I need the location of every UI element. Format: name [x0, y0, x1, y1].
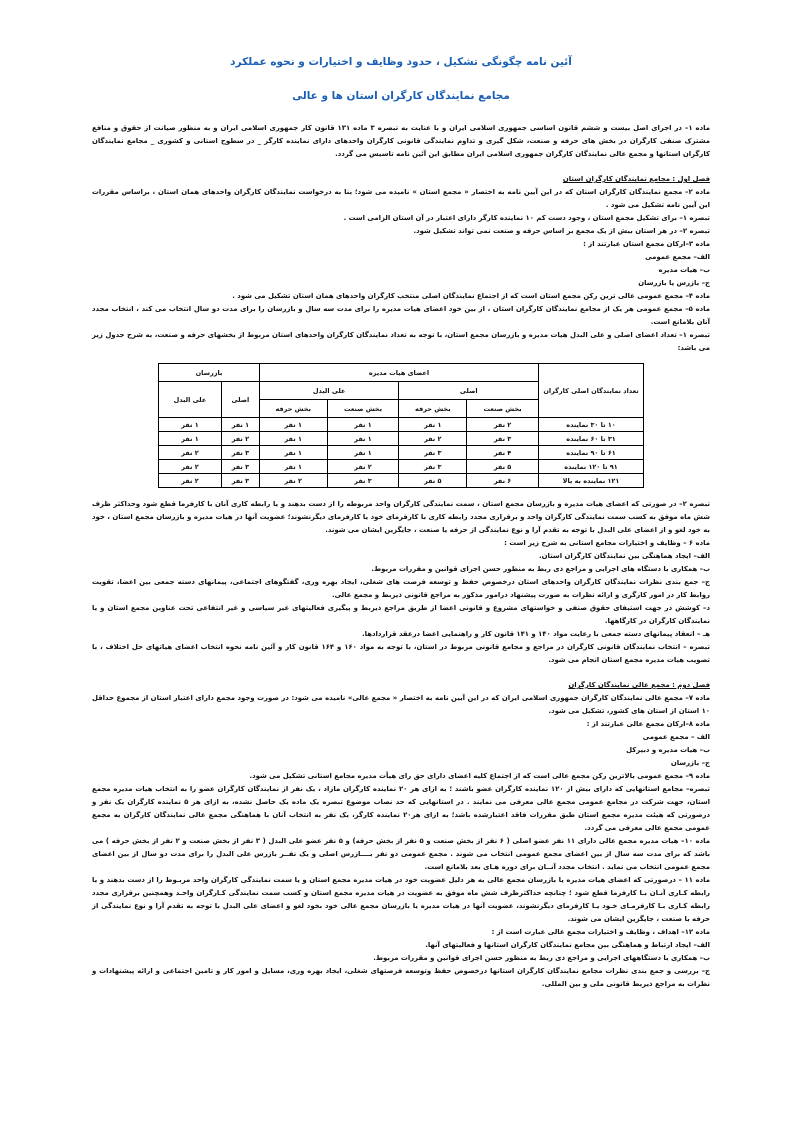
table-cell: ۳ نفر: [399, 446, 467, 460]
table-row: [159, 432, 644, 446]
table-cell: ۲ نفر: [327, 460, 399, 474]
article-paragraph: ج– بازرس یا بازرسان: [638, 279, 710, 287]
article-paragraph: الف– ایجاد ارتباط و هماهنگی بین مجامع نمایندگان کارگران استانها و فعالیتهای آنها.: [425, 941, 710, 949]
article-paragraph: ج– جمع بندی نظرات نمایندگان کارگران واحدهای استان درخصوص حفظ و توسعه فرصت های شغلی، ایجاد بهره وری، گفتگوهای اجتماعی، پیمانهای دسته جمعی بین اعضا، تقویت روابط کار در امور کارگری و ارائه نظرات به صورت پیشنهاد درامور مذکور به مراجع قانونی ذیربط و مجمع عالی.: [92, 578, 710, 599]
table-header: علی البدل: [159, 382, 222, 418]
table-row: [159, 460, 644, 474]
table-cell: ۳ نفر: [221, 446, 259, 460]
article-paragraph: ماده ۱۱ – درصورتی که اعضای هیات مدیره یا بازرسان مجمع عالی به هر دلیل عضویت خود در هیات مدیره مجمع استان و یا سمت نمایندگی کارگران واحد مربـوط را از دست بدهند و یا رابطه کـاری آنـان بـا کارفرما قطع شود ؛ چنانچه حداکثرظرف شش ماه موفق به عضویت در هیات مدیره مجمع استان و کسب سمت نمایندگی کـارگران واحـد وهمچنین برقراری مجدد رابطه کـاری بـا کارفرمـای خـود یـا کارفرمای دیگرنشوند، عضویت آنها در هیات مدیره یا بازرسان مجمع عالی خود بخود لغو و اعضای علی البدل با توجه به تقدم آرا و نوع نمایندگی از حرفه یا صنعت ، جایگزین ایشان می شوند.: [92, 876, 710, 923]
table-header: اصلی: [399, 382, 539, 400]
article-paragraph: ب– همکاری با دستگاههای اجرایی و مراجع ذی ربط به منظور حسن اجرای قوانین و مقررات مربوط.: [373, 954, 710, 962]
table-cell: ۱ نفر: [399, 418, 467, 432]
table-cell: ۶ نفر: [467, 474, 539, 488]
table-cell: ۳ نفر: [221, 474, 259, 488]
table-cell: ۱۲۱ نماینده به بالا: [539, 474, 644, 488]
table-row: [159, 474, 644, 488]
table-header: اصلی: [221, 382, 259, 418]
article-paragraph: ماده ۱۰– هیات مدیره مجمع عالی دارای ۱۱ نفر عضو اصلی ( ۶ نفر از بخش صنعت و ۵ نفر از بخش حرفه) و ۵ نفر عضو علی البدل ( ۳ نفر از بخش صنعت و ۲ نفر از بخش حرفه ) می باشد که برای مدت سه سال از بین اعضای مجمع عمومی انتخاب می شوند . مجمع عمومی دو نفر بــــازرس اصلی و یک نفــر بازرس علی البدل را برای مدت دو سال از بین اعضای مجمع عمومی انتخاب می نماید . انتخاب مجدد آنــان برای دوره هـای بعد بلامانع است.: [92, 837, 710, 871]
article-paragraph: ب– هیات مدیره: [658, 266, 710, 274]
article-paragraph: الف– ایجاد هماهنگی بین نمایندگان کارگران استان.: [539, 552, 710, 560]
document-subtitle: مجامع نمایندگان کارگران استان ها و عالی: [292, 90, 510, 102]
table-cell: ۱ نفر: [327, 446, 399, 460]
table-header: علی البدل: [259, 382, 399, 400]
article-paragraph: تبصره ۱– تعداد اعضای اصلی و علی البدل هیات مدیره و بازرسان مجمع استان، با توجه به تعداد نمایندگان کارگران واحدهای استان مربوط از بخشهای حرفه و صنعت، به شرح جدول زیر می باشد:: [92, 331, 710, 352]
article-paragraph: ماده ۴– مجمع عمومی عالی ترین رکن مجمع استان است که از اجتماع نمایندگان اصلی منتخب کارگران واحدهای همان استان تشکیل می شود .: [232, 292, 710, 300]
table-cell: ۳ نفر: [221, 460, 259, 474]
table-cell: ۲ نفر: [159, 474, 222, 488]
article-paragraph: ماده ۳–ارکان مجمع استان عبارتند از :: [583, 240, 710, 248]
article-paragraph: ب– همکاری با دستگاه های اجرایی و مراجع ذی ربط به منظور حسن اجرای قوانین و مقررات مربوط.: [371, 565, 710, 573]
table-cell: ۱ نفر: [259, 460, 327, 474]
article-paragraph: تبصره – انتخاب نمایندگان قانونی کارگران در مراجع و مجامع قانونی مربوط در استان، با توجه به مواد ۱۶۰ و ۱۶۴ قانون کار و آئین نامه نحوه انتخاب اعضای هیاتهای حل اختلاف ، با تصویب هیات مدیره مجمع استان انجام می شود.: [92, 643, 710, 664]
section2-body: [92, 692, 710, 991]
article-paragraph: تبصره– مجامع استانهایی که دارای بیش از ۱۲۰ نماینده کارگران عضو باشند ؛ به ازای هر ۲۰ نماینده کارگران مازاد ، یک نفر از نمایندگان کارگران عضو را به انتخاب هیات مدیره مجمع استان، جهت شرکت در مجامع عمومی مجمع عالی معرفی می نمایند . در استانهایی که حد نصاب موضوع تبصره یک ماده یک حاصل نشده، به ازای هر ۵ نماینده کارگران یک نفر و درصورتی که هیئت مدیره مجمع استان طبق مقررات فاقد اعتبارشده باشد؛ به ازای هر۲۰ نماینده کارگر، یک نفر به انتخاب آنان با هماهنگی مجمع عالی نمایندگان کارگران به مجمع عمومی مجمع عالی معرفی می گردد.: [92, 785, 710, 832]
document-title: آئین نامه چگونگی تشکیل ، حدود وظایف و اختیارات و نحوه عملکرد: [230, 56, 572, 68]
table-cell: ۱ نفر: [327, 418, 399, 432]
table-row: [159, 446, 644, 460]
table-cell: ۲ نفر: [221, 432, 259, 446]
article-paragraph: ماده ۱۲– اهداف ، وظایف و اختیارات مجمع عالی عبارت است از :: [491, 928, 710, 936]
intro-block: [92, 122, 710, 161]
section1-body-continued: [92, 498, 710, 667]
document-page: [92, 56, 710, 991]
article-paragraph: تبصره ۱– برای تشکیل مجمع استان ، وجود دست کم ۱۰ نماینده کارگر دارای اعتبار در آن استان الزامی است .: [343, 214, 710, 222]
table-cell: ۵ نفر: [467, 460, 539, 474]
article-paragraph: هـ – انعقاد پیمانهای دسته جمعی با رعایت مواد ۱۴۰ و ۱۴۱ قانون کار و راهنمایی اعضا درعقد قراردادها.: [362, 630, 710, 638]
article-paragraph: الف – مجمع عمومی: [642, 733, 710, 741]
article-paragraph: الف– مجمع عمومی: [645, 253, 710, 261]
table-cell: ۱ نفر: [159, 418, 222, 432]
table-cell: ۹۱ تا ۱۲۰ نماینده: [539, 460, 644, 474]
table-cell: ۱ نفر: [259, 418, 327, 432]
article-paragraph: ماده ۷– مجمع عالی نمایندگان کارگران جمهوری اسلامی ایران که در این آیین نامه به اختصار « مجمع عالی» نامیده می شود: در صورت وجود مجمع دارای اعتبار استان از مجموع حداقل ۱۰ استان از استان های کشور، تشکیل می شود.: [92, 694, 710, 715]
table-cell: ۲ نفر: [159, 460, 222, 474]
table-cell: ۱ نفر: [327, 432, 399, 446]
table-header: بخش صنعت: [467, 400, 539, 418]
article-paragraph: ماده ۸–ارکان مجمع عالی عبارتند از :: [586, 720, 710, 728]
section-heading: فصل اول : مجامع نمایندگان کارگران استان: [562, 175, 710, 183]
table-header: بخش حرفه: [259, 400, 327, 418]
table-cell: ۲ نفر: [467, 418, 539, 432]
table-cell: ۲ نفر: [159, 446, 222, 460]
table-cell: ۵ نفر: [399, 474, 467, 488]
table-header: بخش صنعت: [327, 400, 399, 418]
article-paragraph: تبصره ۲– در صورتی که اعضای هیات مدیره و بازرسان مجمع استان ، سمت نمایندگی کارگران واحد مربوطه را از دست بدهند و یا رابطه کاری آنان با کارفرما قطع شود وحداکثر ظرف شش ماه موفق به کسب سمت نمایندگی کارگران واحد و برقراری مجدد رابطه کاری با کارفرمای خود یا کارفرمای دیگرنشوند؛ عضویت آنها در هیات مدیره و بازرسان مجمع استان ، خود به خود لغو و از اعضای علی البدل با توجه به تقدم آرا و نوع نمایندگی از حرفه یا صنعت ، جایگزین ایشان می شوند.: [92, 500, 710, 534]
table-cell: ۳۱ تا ۶۰ نماینده: [539, 432, 644, 446]
table-cell: ۴ نفر: [467, 446, 539, 460]
section1-body: [92, 186, 710, 355]
article-paragraph: ماده ۹– مجمع عمومی بالاترین رکن مجمع عالی است که از اجتماع کلیه اعضای دارای حق رای هیأت مدیره مجامع استانی تشکیل می شود.: [249, 772, 710, 780]
article-paragraph: ج– بررسی و جمع بندی نظرات مجامع نمایندگان کارگران استانها درخصوص حفظ وتوسعه فرصتهای شغلی، ایجاد بهره وری، مسایل و امور کار و تامین اجتماعی و ارائه پیشنهادات و نظرات به مراجع ذیربط قانونی ملی و بین المللی.: [92, 967, 710, 988]
table-header: بخش حرفه: [399, 400, 467, 418]
article-paragraph: ب– هیات مدیره و دبیرکل: [626, 746, 710, 754]
article-paragraph: ماده ۶ – وظایف و اختیارات مجامع استانی به شرح زیر است :: [504, 539, 710, 547]
article-paragraph: ماده ۲– مجمع نمایندگان کارگران استان که در این آیین نامه به اختصار « مجمع استان » نامیده می شود؛ بنا به درخواست نمایندگان کارگران واحدهای همان استان ، براساس مقررات این آیین نامه تشکیل می شود .: [92, 188, 711, 209]
table-cell: ۱ نفر: [259, 446, 327, 460]
table-cell: ۱۰ تا ۳۰ نماینده: [539, 418, 644, 432]
article-paragraph: د– کوشش در جهت استیفای حقوق صنفی و خواستهای مشروع و قانونی اعضا از طریق مراجع ذیربط و پیگیری فعالیتهای غیر سیاسی و غیر انتفاعی تحت عناوین مجمع استان و یا نمایندگان کارگران در کارگاهها.: [92, 604, 710, 625]
table-cell: ۱ نفر: [221, 418, 259, 432]
article-paragraph: ج– بازرسان: [670, 759, 710, 767]
table-cell: ۲ نفر: [399, 432, 467, 446]
table-cell: ۳ نفر: [399, 460, 467, 474]
article-paragraph: تبصره ۲– در هر استان بیش از یک مجمع بر اساس حرفه و صنعت نمی تواند تشکیل شود.: [413, 227, 710, 235]
table-row: [159, 418, 644, 432]
table-cell: ۶۱ تا ۹۰ نماینده: [539, 446, 644, 460]
table-header: تعداد نمایندگان اصلی کارگران: [539, 364, 644, 418]
table-header: اعضای هیات مدیره: [259, 364, 538, 382]
board-composition-table: [158, 363, 644, 488]
table-cell: ۱ نفر: [259, 432, 327, 446]
section-heading: فصل دوم : مجمع عالی نمایندگان کارگران: [568, 681, 710, 689]
article-paragraph: ماده ۵– مجمع عمومی هر یک از مجامع نمایندگان کارگران استان ، از بین خود اعضای هیات مدیره را برای مدت سه سال و بازرسان را برای مدت دو سال انتخاب می کند ، انتخاب مجدد آنان بلامانع است.: [92, 305, 711, 326]
table-cell: ۱ نفر: [159, 432, 222, 446]
table-cell: ۳ نفر: [467, 432, 539, 446]
table-header: بازرسان: [159, 364, 260, 382]
table-cell: ۳ نفر: [327, 474, 399, 488]
article-paragraph: ماده ۱– در اجرای اصل بیست و ششم قانون اساسی جمهوری اسلامی ایران و با عنایت به تبصره ۳ ماده ۱۳۱ قانون کار جمهوری اسلامی ایران و به منظور صیانت از حقوق و منافع مشترک صنفی کارگران در بخش های حرفه و صنعت، شکل گیری و تداوم نمایندگی قانونی کارگران واحدهای دارای نماینده کارگر _ در سطوح استانی و کشوری _ مجامع نمایندگان کارگران استانها و مجمع عالی نمایندگان کارگران جمهوری اسلامی ایران مطابق این آئین نامه تاسیس می گردد.: [92, 124, 710, 158]
table-cell: ۲ نفر: [259, 474, 327, 488]
